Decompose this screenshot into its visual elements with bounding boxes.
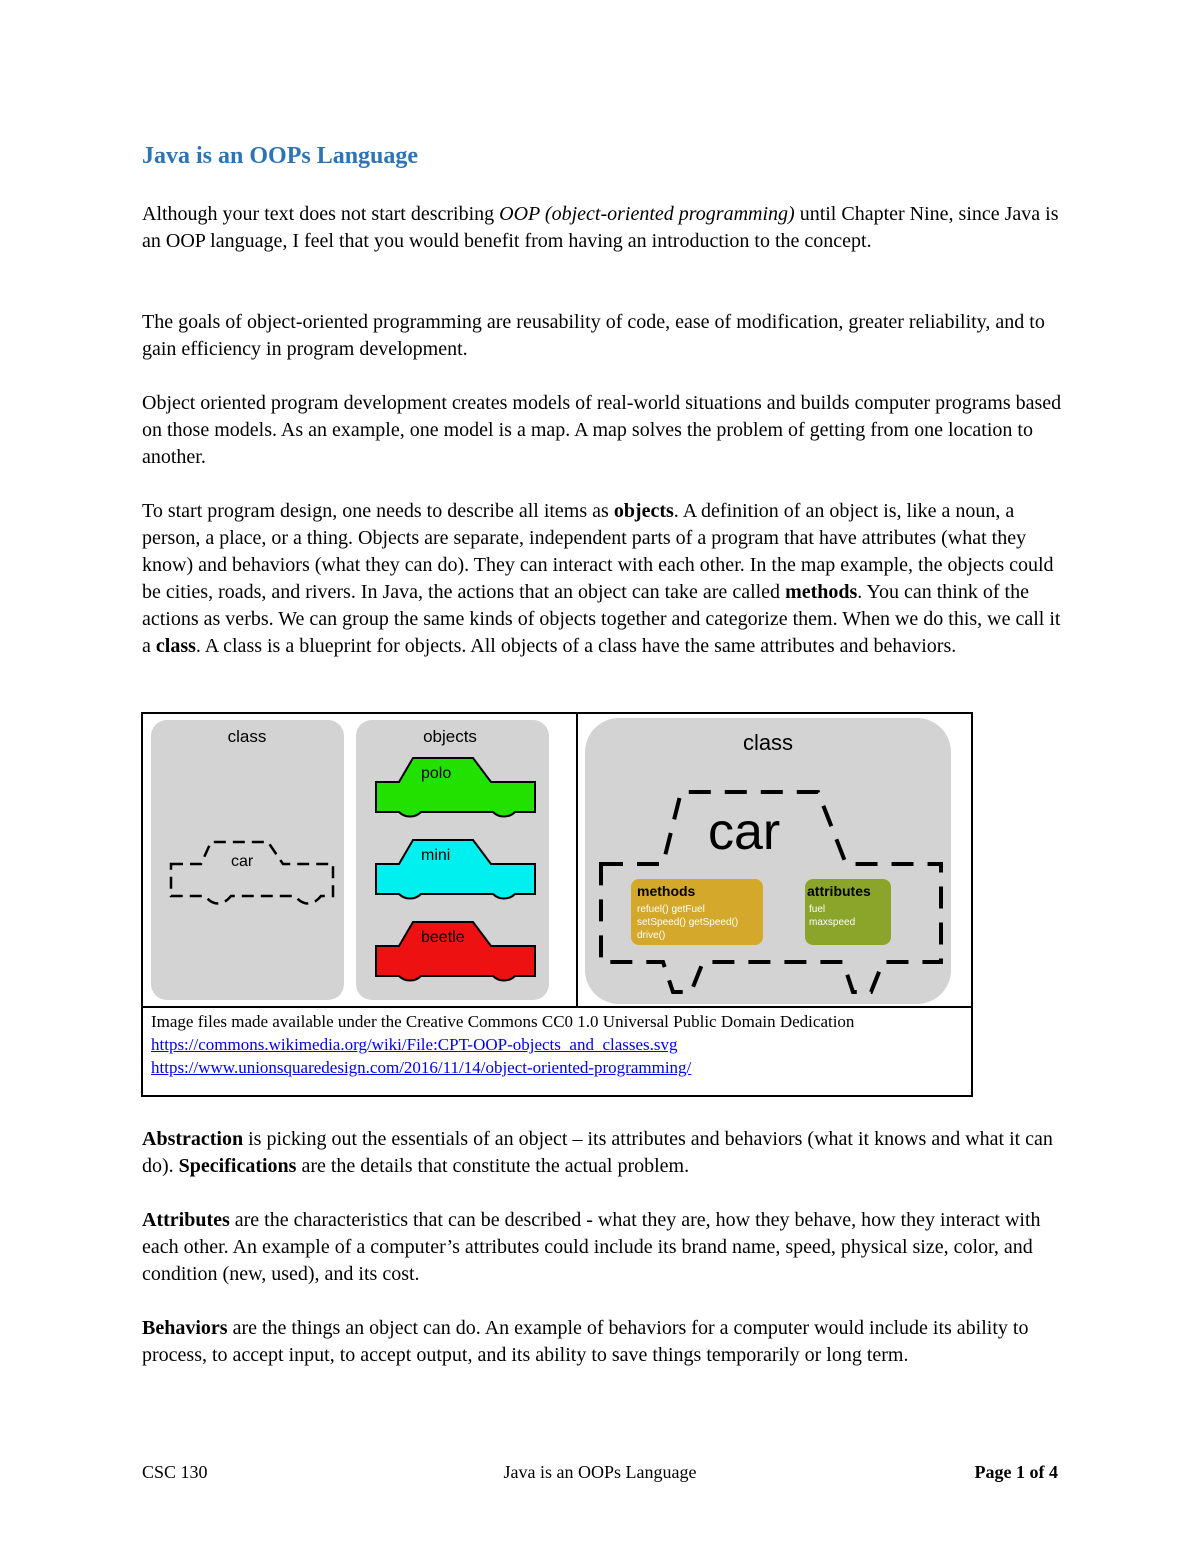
figure-caption: [151, 1010, 854, 1079]
goals-paragraph: [142, 309, 1062, 363]
bold-term: objects: [613, 500, 674, 522]
text-run: . You can think of the actions as verbs. We can group the same kinds of objects together and categorize them. When we do this, we call it a: [142, 581, 1061, 657]
bold-term: methods: [785, 581, 858, 603]
objects-panel-label: objects: [423, 727, 477, 746]
object-car-label: mini: [421, 847, 451, 864]
big-car-label: car: [708, 803, 781, 861]
attributes-item: maxspeed: [809, 917, 856, 928]
methods-item: refuel() getFuel: [637, 904, 705, 915]
footer-page-number: Page 1 of 4: [974, 1462, 1058, 1482]
text-run: Although your text does not start describing: [142, 203, 500, 225]
caption-link-wikimedia[interactable]: https://commons.wikimedia.org/wiki/File:CPT-OOP-objects_and_classes.svg: [151, 1035, 678, 1054]
attributes-item: fuel: [809, 904, 826, 915]
object-cars: [376, 758, 535, 981]
object-car-label: beetle: [421, 929, 465, 946]
text-run: . A class is a blueprint for objects. All objects of a class have the same attributes and behaviors.: [195, 635, 957, 657]
class-detail-label: class: [742, 730, 794, 755]
caption-text: Image files made available under the Creative Commons CC0 1.0 Universal Public Domain Dedication: [151, 1012, 855, 1031]
text-run: Object oriented program development creates models of real-world situations and builds computer programs based on those models. As an example, one model is a map. A map solves the problem of getting from one location to another.: [142, 392, 1062, 468]
dashed-car-label: car: [231, 853, 254, 870]
text-run: is picking out the essentials of an object – its attributes and behaviors (what it knows and what it can do).: [142, 1128, 1053, 1177]
methods-item: drive(): [637, 930, 666, 941]
bold-term: Specifications: [178, 1155, 297, 1177]
behaviors-paragraph: [142, 1315, 1062, 1369]
methods-item: setSpeed() getSpeed(): [637, 917, 739, 928]
oop-diagram: [143, 714, 971, 1006]
text-run: until Chapter Nine, since Java is an OOP language, I feel that you would benefit from having an introduction to the concept.: [142, 203, 1059, 252]
text-run: . A definition of an object is, like a noun, a person, a place, or a thing. Objects are separate, independent parts of a program that have attributes (what they know) and behaviors (what they can do). They can interact with each other. In the map example, the objects could be cities, roads, and rivers. In Java, the actions that an object can take are called: [142, 500, 1054, 603]
text-run: are the details that constitute the actual problem.: [296, 1155, 690, 1177]
footer-title: Java is an OOPs Language: [503, 1462, 697, 1482]
bold-term: Attributes: [142, 1209, 230, 1231]
page-title: Java is an OOPs Language: [142, 143, 419, 169]
text-run: To start program design, one needs to describe all items as: [142, 500, 614, 522]
bold-term: Abstraction: [142, 1128, 244, 1150]
attributes-title: attributes: [807, 883, 871, 899]
attributes-paragraph: [142, 1207, 1062, 1288]
intro-paragraph: [142, 201, 1062, 255]
figure-divider-vertical: [576, 714, 578, 1006]
italic-term: OOP (object-oriented programming): [499, 203, 795, 225]
abstraction-paragraph: [142, 1126, 1062, 1180]
footer-course: CSC 130: [142, 1462, 208, 1482]
class-panel-label: class: [227, 727, 267, 746]
caption-link-unionsquare[interactable]: https://www.unionsquaredesign.com/2016/11/14/object-oriented-programming/: [151, 1058, 692, 1077]
objects-paragraph: [142, 498, 1062, 660]
object-car-label: polo: [421, 765, 452, 782]
oop-figure: [141, 712, 973, 1097]
text-run: The goals of object-oriented programming are reusability of code, ease of modification, greater reliability, and to gain efficiency in program development.: [142, 311, 1045, 360]
models-paragraph: [142, 390, 1062, 471]
bold-term: Behaviors: [142, 1317, 228, 1339]
bold-term: class: [155, 635, 196, 657]
figure-divider-horizontal: [143, 1006, 971, 1008]
methods-title: methods: [637, 883, 696, 899]
text-run: are the characteristics that can be described - what they are, how they behave, how they interact with each other. An example of a computer’s attributes could include its brand name, speed, physical size, color, and condition (new, used), and its cost.: [142, 1209, 1041, 1285]
text-run: are the things an object can do. An example of behaviors for a computer would include its ability to process, to accept input, to accept output, and its ability to save things temporarily or long term.: [142, 1317, 1029, 1366]
